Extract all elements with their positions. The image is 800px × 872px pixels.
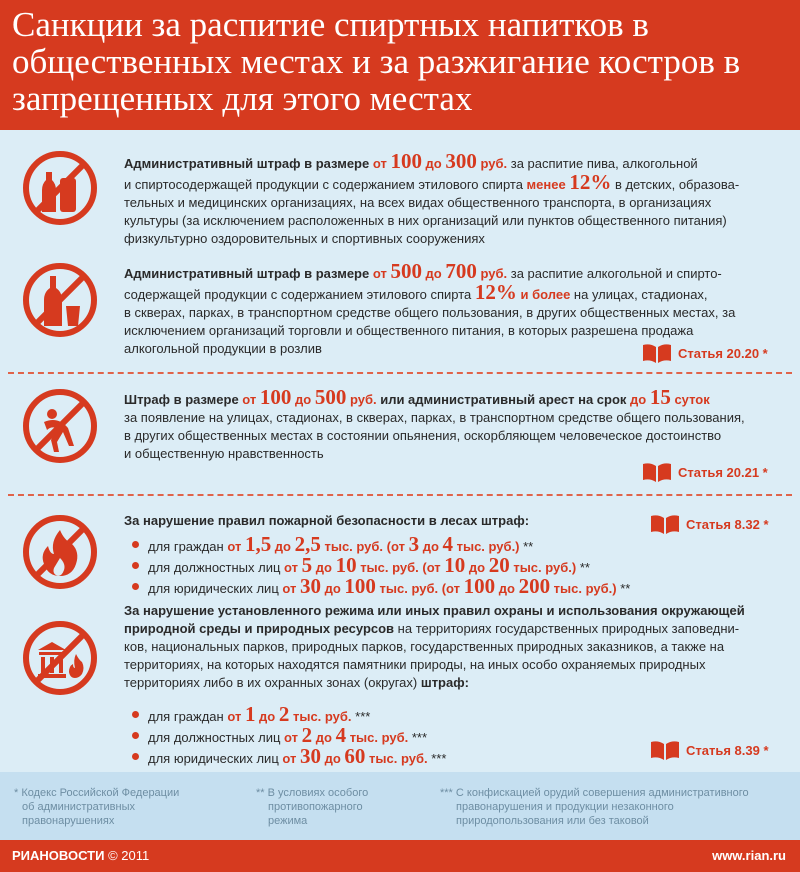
text-line: за распитие алкогольной и спирто- [507, 266, 722, 281]
text-line: территориях либо в их охранных зонах (округах) [124, 675, 421, 690]
article-label: Статья 8.39 * [686, 742, 769, 758]
fine-min: 100 [390, 149, 422, 173]
text-line: исключением организаций торговли и общественного питания, в которых разрешена продажа [124, 323, 694, 338]
page-title: Санкции за распитие спиртных напитков в общественных местах и за разжигание костров в запрещенных для этого местах [12, 5, 741, 118]
range-from: от [242, 392, 260, 407]
nature-fines-list [128, 704, 446, 767]
list-item: для граждан от 1,5 до 2,5 тыс. руб. (от 3 до 4 тыс. руб.) ** [128, 534, 630, 555]
range-to: до [421, 156, 446, 171]
fine-intro-text: Административный штраф в размере [124, 156, 373, 171]
heading-line: природной среды и природных ресурсов [124, 621, 395, 636]
section-drunk-fine [124, 385, 784, 463]
book-icon [642, 343, 672, 363]
fine-label: штраф: [420, 675, 469, 690]
article-label: Статья 20.21 * [678, 464, 768, 480]
range-to: до [291, 392, 315, 407]
no-wine-bottle-icon [22, 262, 98, 338]
text-line: и спиртосодержащей продукции с содержанием этилового спирта [124, 177, 527, 192]
book-icon [650, 514, 680, 534]
text-line: и общественную нравственность [124, 446, 324, 461]
footnotes-area [0, 772, 800, 840]
range-from: от [372, 156, 391, 171]
arrest-days: 15 [649, 385, 671, 409]
currency: руб. [476, 156, 508, 171]
currency: руб. [346, 392, 377, 407]
fine-max: 700 [445, 259, 477, 283]
alcohol-less: менее [526, 177, 570, 192]
range-from: от [372, 266, 391, 281]
range-to: до [421, 266, 446, 281]
fine-max: 500 [314, 385, 347, 409]
text-line: в скверах, парках, в транспортном средстве общего пользования, в других общественных местах, за [124, 305, 736, 320]
text-line: территориях, на которых находятся памятники природы, на иных особо охраняемых природных [124, 657, 706, 672]
fire-fines-list [128, 534, 630, 597]
text-line: за распитие пива, алкогольной [507, 156, 698, 171]
article-8-39-link[interactable] [650, 740, 769, 760]
list-item: для граждан от 1 до 2 тыс. руб. *** [128, 704, 446, 725]
footnote-2: ** В условиях особого противопожарного режима [256, 787, 369, 827]
list-item: для юридических лиц от 30 до 60 тыс. руб. *** [128, 746, 446, 767]
fine-min: 100 [259, 385, 292, 409]
range-to: до [630, 392, 650, 407]
section-beer-fine [124, 149, 784, 248]
fine-intro-text: Административный штраф в размере [124, 266, 373, 281]
fine-intro-text: Штраф в размере [124, 392, 243, 407]
no-beer-bottle-icon [22, 150, 98, 226]
section-fire-heading: За нарушение правил пожарной безопасности в лесах штраф: [124, 513, 530, 528]
text-line: физкультурно оздоровительных и спортивных сооружениях [124, 231, 485, 246]
no-drunk-person-icon [22, 388, 98, 464]
footnote-1: * Кодекс Российской Федерации об административных правонарушениях [14, 787, 180, 827]
text-line: алкогольной продукции в розлив [124, 341, 322, 356]
article-label: Статья 20.20 * [678, 345, 768, 361]
text-line: культуры (за исключением расположенных в них организаций или пунктов общественного питания) [124, 213, 727, 228]
alcohol-percent: 12% [474, 280, 517, 304]
text-line: на улицах, стадионах, [570, 287, 708, 302]
no-fire-near-monument-icon [22, 620, 98, 696]
text-line: в других общественных местах в состоянии опьянения, оскорбляющем человеческое достоинство [124, 428, 722, 443]
section-divider [8, 494, 792, 496]
site-link[interactable]: www.rian.ru [712, 848, 786, 863]
copyright-text: © 2011 [108, 848, 150, 863]
ria-novosti-logo: РИАНОВОСТИ © 2011 [12, 848, 150, 863]
footnote-3: *** С конфискацией орудий совершения административного правонарушения и продукции незаконного природопользования или без таковой [440, 787, 749, 827]
list-item: для должностных лиц от 5 до 10 тыс. руб. (от 10 до 20 тыс. руб.) ** [128, 555, 630, 576]
article-8-32-link[interactable] [650, 514, 769, 534]
book-icon [650, 740, 680, 760]
text-line: содержащей продукции с содержанием этилового спирта [124, 287, 475, 302]
list-item: для юридических лиц от 30 до 100 тыс. руб. (от 100 до 200 тыс. руб.) ** [128, 576, 630, 597]
article-20-21-link[interactable] [642, 462, 768, 482]
text-line: за появление на улицах, стадионах, в скверах, парках, в транспортном средстве общего пользования, [124, 410, 745, 425]
heading-line: За нарушение установленного режима или иных правил охраны и использования окружающей [124, 603, 745, 618]
text-line: в детских, образова- [611, 177, 740, 192]
header-banner [0, 0, 800, 130]
text-line: на территориях государственных природных заповедни- [394, 621, 740, 636]
bottom-bar [0, 840, 800, 872]
text-line: тельных и медицинских организациях, на всех видах общественного транспорта, в организациях [124, 195, 712, 210]
arrest-text: или административный арест на срок [376, 392, 631, 407]
fine-min: 500 [390, 259, 422, 283]
currency: руб. [476, 266, 508, 281]
text-line: ков, национальных парков, природных парков, государственных природных заказников, а также на [124, 639, 725, 654]
no-fire-icon [22, 514, 98, 590]
list-item: для должностных лиц от 2 до 4 тыс. руб. *** [128, 725, 446, 746]
alcohol-percent: 12% [569, 170, 612, 194]
section-divider [8, 372, 792, 374]
article-20-20-link[interactable] [642, 343, 768, 363]
arrest-unit: суток [670, 392, 710, 407]
article-label: Статья 8.32 * [686, 516, 769, 532]
fine-max: 300 [445, 149, 477, 173]
book-icon [642, 462, 672, 482]
section-nature-reserve-fine [124, 602, 784, 692]
alcohol-more: и более [516, 287, 571, 302]
